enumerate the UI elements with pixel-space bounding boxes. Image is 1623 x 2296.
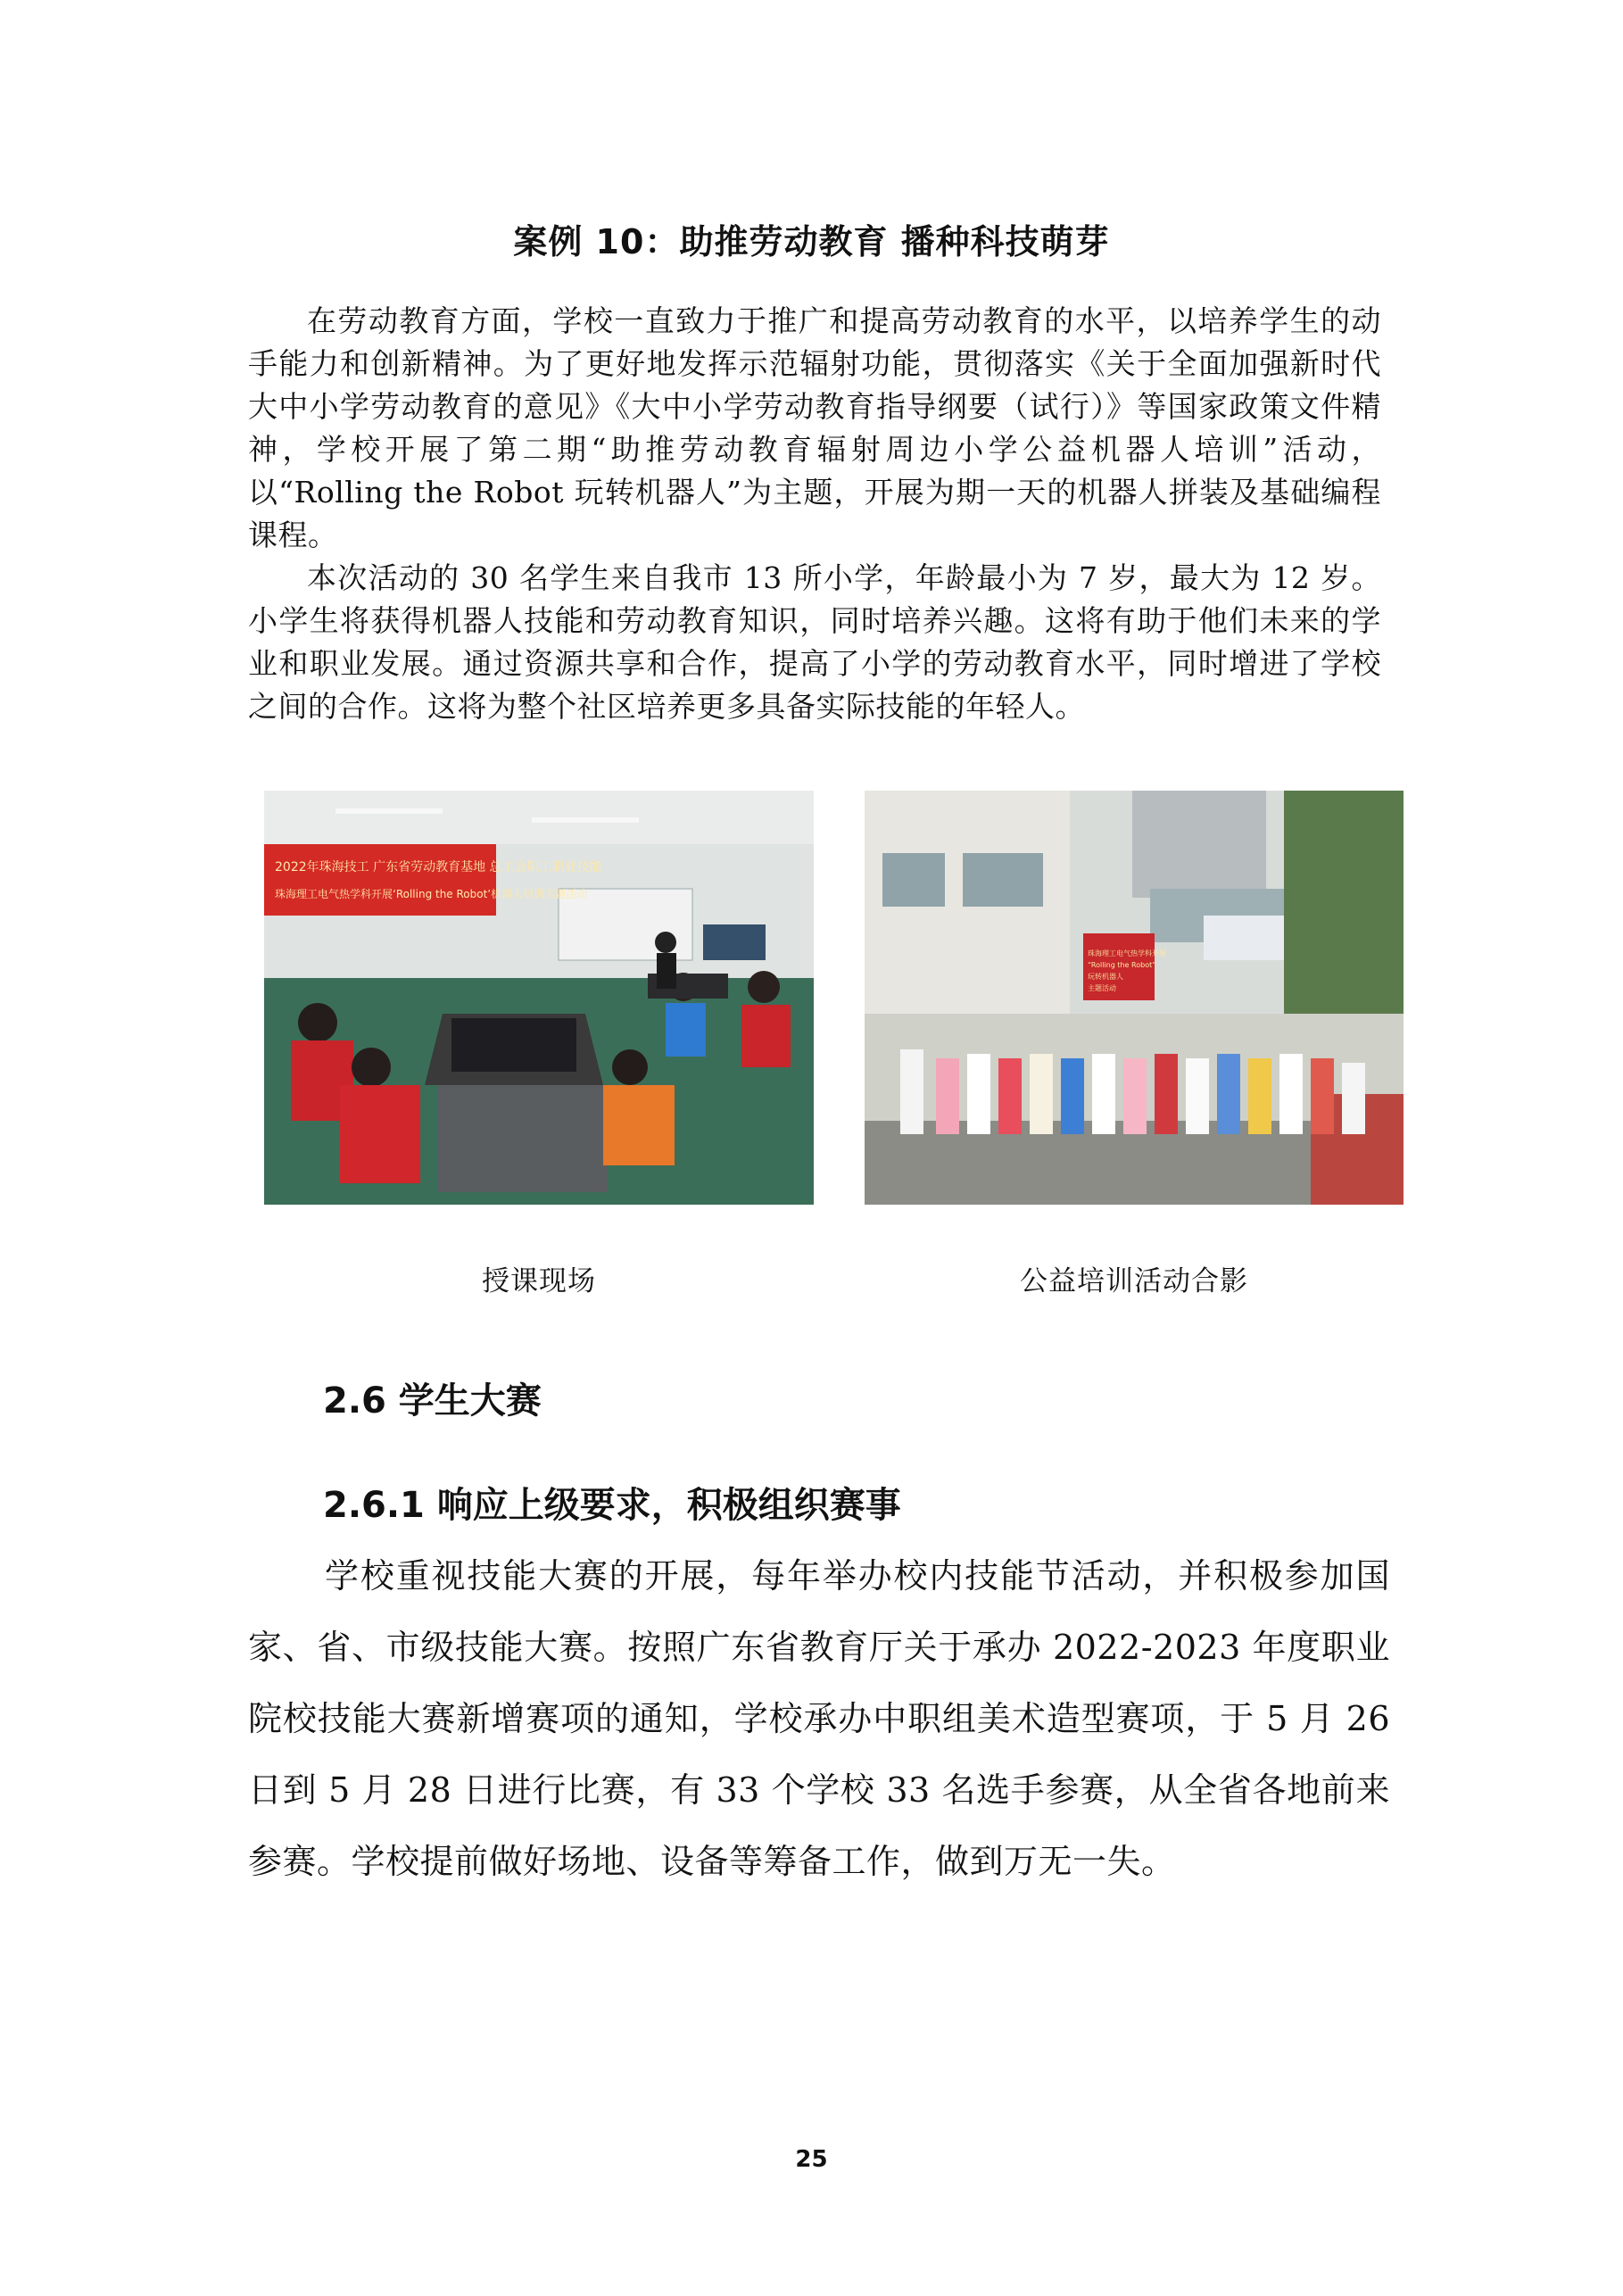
photo-caption-group: 公益培训活动合影 bbox=[1020, 1265, 1248, 1297]
section-heading-2-6: 2.6 学生大赛 bbox=[323, 1380, 542, 1422]
paragraph-intro: 在劳动教育方面，学校一直致力于推广和提高劳动教育的水平，以培养学生的动手能力和创新精神。为了更好地发挥示范辐射功能，贯彻落实《关于全面加强新时代大中小学劳动教育的意见》《大中小学劳动教育指导纲要（试行）》等国家政策文件精神，学校开展了第二期“助推劳动教育辐射周边小学公益机器人培训”活动，以“Rolling the Robot 玩转机器人”为主题，开展为期一天的机器人拼装及基础编程课程。 bbox=[248, 303, 1381, 552]
right-banner-line-4: 主题活动 bbox=[1088, 984, 1116, 992]
right-banner-line-3: 玩转机器人 bbox=[1088, 973, 1123, 981]
page-number: 25 bbox=[795, 2146, 828, 2173]
paragraph-activity: 本次活动的 30 名学生来自我市 13 所小学，年龄最小为 7 岁，最大为 12 岁。小学生将获得机器人技能和劳动教育知识，同时培养兴趣。这将有助于他们未来的学业和职业发展。通过资源共享和合作，提高了小学的劳动教育水平，同时增进了学校之间的合作。这将为整个社区培养更多具备实际技能的年轻人。 bbox=[248, 560, 1381, 724]
right-banner-line-2: “Rolling the Robot” bbox=[1088, 961, 1156, 969]
right-banner-line-1: 珠海理工电气热学科开展 bbox=[1088, 949, 1166, 957]
section-heading-2-6-1: 2.6.1 响应上级要求，积极组织赛事 bbox=[323, 1485, 901, 1526]
case-title: 案例 10：助推劳动教育 播种科技萌芽 bbox=[513, 222, 1110, 261]
classroom-photo bbox=[264, 791, 814, 1205]
left-banner-line-2: 珠海理工电气热学科开展‘Rolling the Robot’机器人培训主题活动 bbox=[275, 888, 588, 900]
left-banner-line-1: 2022年珠海技工 广东省劳动教育基地 总工会职工职业技能 bbox=[275, 860, 602, 874]
photo-caption-classroom: 授课现场 bbox=[482, 1265, 596, 1297]
paragraph-competition: 学校重视技能大赛的开展，每年举办校内技能节活动，并积极参加国家、省、市级技能大赛。按照广东省教育厅关于承办 2022-2023 年度职业院校技能大赛新增赛项的通知，学校承办中职组美术造型赛项，于 5 月 26 日到 5 月 28 日进行比赛，有 33 个学校 33 名选手参赛，从全省各地前来参赛。学校提前做好场地、设备等筹备工作，做到万无一失。 bbox=[248, 1556, 1390, 1881]
group-photo bbox=[865, 791, 1404, 1205]
